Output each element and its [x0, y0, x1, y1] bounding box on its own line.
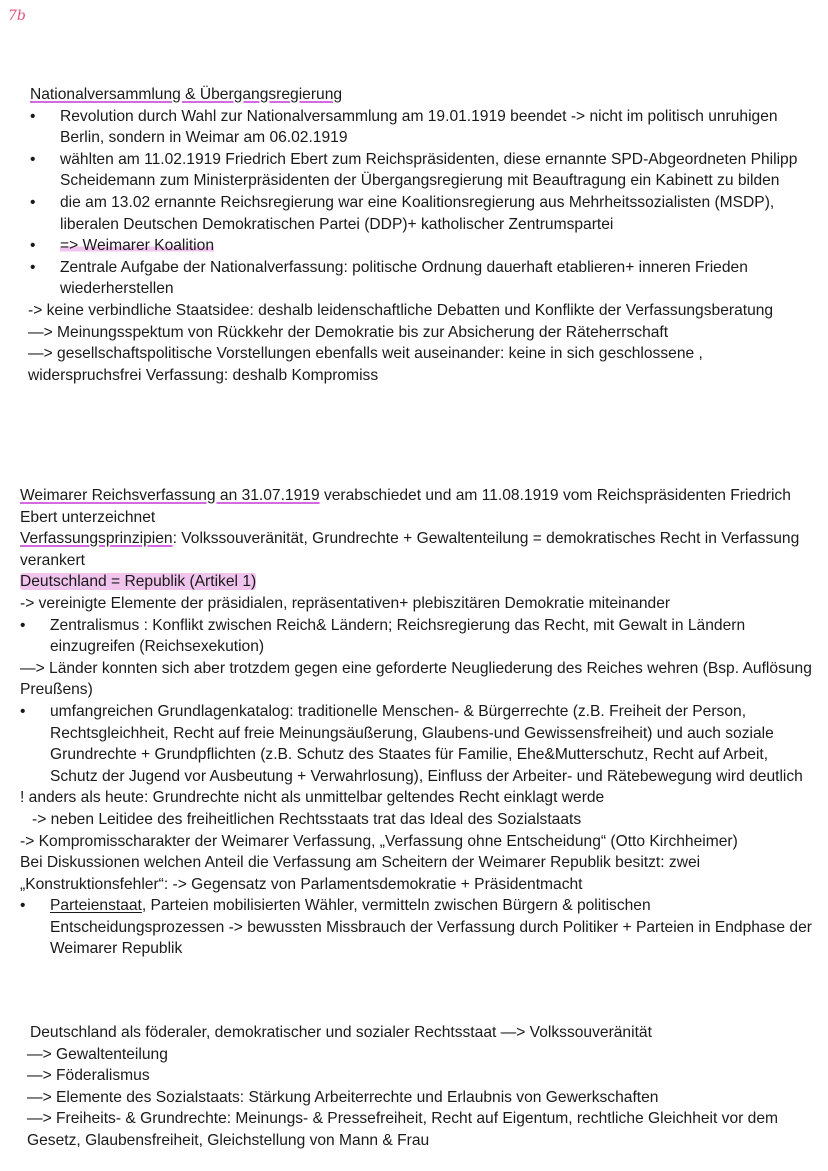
- wrv-title: Weimarer Reichsverfassung an 31.07.1919: [20, 487, 320, 504]
- section-summary: [27, 1022, 817, 1152]
- page-number: 7b: [8, 8, 26, 24]
- principles-line: Verfassungsprinzipien: Volkssouveränität, Grundrechte + Gewaltenteilung = demokratisches Recht in Verfassung verankert: [20, 530, 800, 569]
- summary-line: —> Gewaltenteilung: [27, 1045, 168, 1063]
- section-weimarer-reichsverfassung: [20, 485, 820, 960]
- note-line: -> keine verbindliche Staatsidee: deshalb leidenschaftliche Debatten und Konflikte der Verfassungsberatung: [28, 301, 774, 319]
- republik-line: Deutschland = Republik (Artikel 1): [20, 573, 257, 591]
- summary-line: —> Freiheits- & Grundrechte: Meinungs- & Pressefreiheit, Recht auf Eigentum, rechtliche Gleichheit vor dem Gesetz, Glaubensfreiheit, Gleichstellung von Mann & Frau: [27, 1110, 778, 1149]
- parteienstaat-label: Parteienstaat: [50, 897, 142, 915]
- summary-line: —> Elemente des Sozialstaats: Stärkung Arbeiterrechte und Erlaubnis von Gewerkschaften: [27, 1088, 659, 1106]
- note-line: -> vereinigte Elemente der präsidialen, repräsentativen+ plebiszitären Demokratie miteinander: [20, 594, 671, 612]
- summary-line: —> Föderalismus: [27, 1067, 150, 1085]
- note-line: -> Kompromisscharakter der Weimarer Verfassung, „Verfassung ohne Entscheidung“ (Otto Kirchheimer): [20, 832, 738, 850]
- list-item: • die am 13.02 ernannte Reichsregierung war eine Koalitionsregierung aus Mehrheitssozialisten (MSDP), liberalen Deutschen Demokratischen Partei (DDP)+ katholischer Zentrumspartei: [30, 192, 810, 235]
- section-nationalversammlung: [30, 84, 810, 386]
- note-line: Bei Diskussionen welchen Anteil die Verfassung am Scheitern der Weimarer Republik besitzt: zwei „Konstruktionsfehler“: -> Gegensatz von Parlamentsdemokratie + Präsidentmacht: [20, 854, 701, 893]
- list-item: • Revolution durch Wahl zur Nationalversammlung am 19.01.1919 beendet -> nicht im politisch unruhigen Berlin, sondern in Weimar am 06.02.1919: [30, 106, 810, 149]
- note-line: —> Länder konnten sich aber trotzdem gegen eine geforderte Neugliederung des Reiches wehren (Bsp. Auflösung Preußens): [20, 659, 812, 699]
- principles-label: Verfassungsprinzipien: [20, 530, 173, 548]
- list-item: • Zentralismus : Konflikt zwischen Reich& Ländern; Reichsregierung das Recht, mit Gewalt in Ländern einzugreifen (Reichsexekution): [20, 615, 820, 658]
- list-item: • wählten am 11.02.1919 Friedrich Ebert zum Reichspräsidenten, diese ernannte SPD-Abgeordneten Philipp Scheidemann zum Ministerpräsidenten der Übergangsregierung mit Beauftragung ein Kabinett zu bilden: [30, 149, 810, 192]
- wrv-line: Weimarer Reichsverfassung an 31.07.1919 verabschiedet und am 11.08.1919 vom Reichspräsidenten Friedrich Ebert unterzeichnet: [20, 487, 791, 526]
- note-line: —> gesellschaftspolitische Vorstellungen ebenfalls weit auseinander: keine in sich geschlossene , widerspruchsfrei Verfassung: deshalb Kompromiss: [28, 345, 703, 384]
- list-item-highlighted: • => Weimarer Koalition: [30, 235, 810, 257]
- note-line: -> neben Leitidee des freiheitlichen Rechtsstaats trat das Ideal des Sozialstaats: [32, 810, 582, 828]
- list-item: • umfangreichen Grundlagenkatalog: traditionelle Menschen- & Bürgerrechte (z.B. Freiheit der Person, Rechtsgleichheit, Recht auf freie Meinungsäußerung, Glaubens-und Gewissensfreiheit) und auch soziale Grundrechte + Grundpflichten (z.B. Schutz des Staates für Familie, Ehe&Mutterschutz, Recht auf Arbeit, Schutz der Jugend vor Ausbeutung + Verwahrlosung), Einfluss der Arbeiter- und Rätebewegung wird deutlich: [20, 701, 820, 787]
- note-line: ! anders als heute: Grundrechte nicht als unmittelbar geltendes Recht einklagt werde: [20, 789, 605, 807]
- list-item: • Parteienstaat, Parteien mobilisierten Wähler, vermitteln zwischen Bürgern & politischen Entscheidungsprozessen -> bewussten Missbrauch der Verfassung durch Politiker + Parteien in Endphase der Weimarer Republik: [20, 895, 820, 960]
- list-item: • Zentrale Aufgabe der Nationalverfassung: politische Ordnung dauerhaft etablieren+ inneren Frieden wiederherstellen: [30, 257, 810, 300]
- note-line: —> Meinungsspektum von Rückkehr der Demokratie bis zur Absicherung der Räteherrschaft: [28, 323, 669, 341]
- section-heading: Nationalversammlung & Übergangsregierung: [30, 86, 343, 103]
- summary-line: Deutschland als föderaler, demokratischer und sozialer Rechtsstaat —> Volkssouveränität: [30, 1024, 652, 1041]
